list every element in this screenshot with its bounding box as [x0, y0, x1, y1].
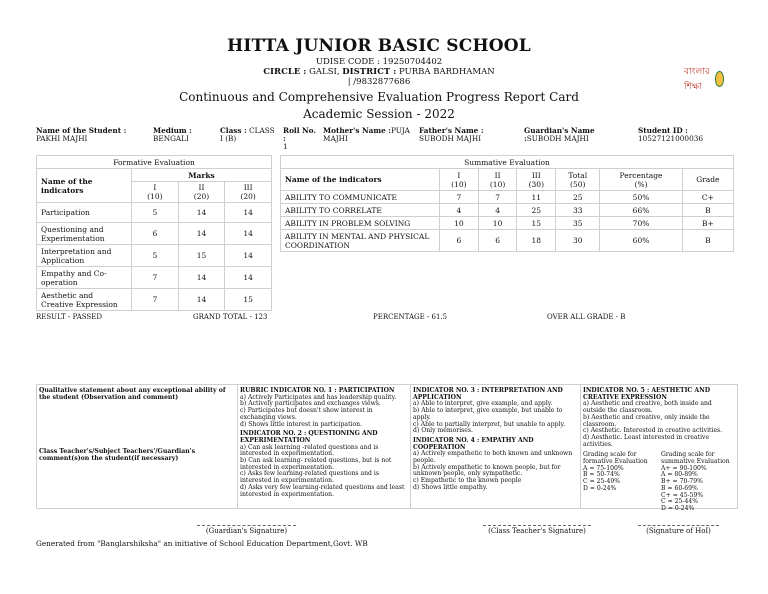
qualitative-section [36, 384, 738, 512]
class: Class : CLASS I (B) [220, 126, 275, 143]
summative-col-grade: Grade [682, 169, 733, 191]
phone: | /9832877686 [347, 77, 411, 87]
rubric-col-3: INDICATOR NO. 5 : AESTHETIC AND CREATIVE EXPRESSION a) Aesthetic and creative, both inside and outside the classroom. b) Aesthetic and creative, only inside the classroom. c) Aesthetic. Interested in creative activities. d) Aesthetic. Least interested in creative activities. Grading scale for formative Evaluation A = 75-100% B = 50-74% C = 25-49% D = 0-24% Grading scale for summative Evaluation A+ = 90-100% A = 80-89% B+ = 70-79% B = 60-69% C+ = 45-59% C = 25-44% D = 0-24% [580, 385, 737, 508]
table-row: Participation 5 14 14 [37, 203, 272, 223]
table-row: Questioning and Experimentation 6 14 14 [37, 223, 272, 245]
footer-note: Generated from "Banglarshiksha" an initiative of School Education Department,Govt. WB [36, 539, 368, 548]
qualitative-label: Qualitative statement about any exceptional ability of the student (Observation and comment) [39, 387, 226, 401]
father-name: Father's Name : SUBODH MAJHI [419, 126, 484, 143]
student-id: Student ID : 10527121000036 [638, 126, 703, 143]
summative-caption: Summative Evaluation [281, 156, 734, 169]
overall-grade: OVER ALL GRADE - B [547, 313, 626, 321]
emblem-icon [715, 71, 724, 87]
medium: Medium : BENGALI [153, 126, 192, 143]
report-title: Continuous and Comprehensive Evaluation Progress Report Card [179, 90, 579, 104]
summative-col-indicator: Name of the indicators [281, 169, 440, 191]
district-label: DISTRICT : [342, 67, 397, 77]
formative-col-3: III (20) [225, 182, 272, 203]
circle-label: CIRCLE : [263, 67, 307, 77]
summative-col-total: Total (50) [556, 169, 600, 191]
teacher-comment-label: Class Teacher's/Subject Teachers'/Guardian's comment(s)on the student(if necessary) [39, 448, 196, 462]
table-row: Empathy and Co-operation 7 14 14 [37, 267, 272, 289]
mother-name: Mother's Name :PUJA MAJHI [323, 126, 410, 143]
summative-col-1: I (10) [440, 169, 479, 191]
formative-col-marks: Marks [132, 169, 272, 182]
table-row: Interpretation and Application 5 15 14 [37, 245, 272, 267]
banglar-shiksha-logo [684, 68, 724, 90]
circle-district [0, 67, 758, 77]
rubric-col-1: RUBRIC INDICATOR NO. 1 : PARTICIPATION a) Actively Participates and has leadership quality. b) Actively participates and exchanges views. c) Participates but doesn't show interest in exchanging views. d) Shows little interest in participation. INDICATOR NO. 2 : QUESTIONING AND EXPERIMENTATION a) Can ask learning -related questions and is interested in experimentation. b) Can ask learning- related questions, but is not interested in experimentation. c) Asks few learning-related questions and is interested in experimentation. d) Asks very few learning-related questions and least interested in experimentation. [237, 385, 410, 508]
rubric-col-2: INDICATOR NO. 3 : INTERPRETATION AND APPLICATION a) Able to interpret, give example, and apply. b) Able to interpret, give example, but unable to apply. c) Able to partially interpret, but unable to apply. d) Only memorises. INDICATOR NO. 4 : EMPATHY AND COOPERATION a) Actively empathetic to both known and unknown people. b) Actively empathetic to known people, but for unknown people, only sympathetic. c) Empathetic to the known people d) Shows little empathy. [410, 385, 580, 508]
table-row: ABILITY IN MENTAL AND PHYSICAL COORDINATION 6 6 18 30 60% B [281, 230, 734, 252]
summative-col-3: III (30) [517, 169, 556, 191]
circle-value: GALSI, [306, 67, 343, 77]
guardian-name: Guardian's Name :SUBODH MAJHI [524, 126, 595, 143]
summative-col-2: II (10) [478, 169, 517, 191]
table-row: Aesthetic and Creative Expression 7 14 15 [37, 289, 272, 311]
summative-col-percentage: Percentage (%) [600, 169, 682, 191]
formative-col-1: I (10) [132, 182, 179, 203]
formative-table [36, 155, 272, 311]
table-row: ABILITY TO COMMUNICATE 7 7 11 25 50% C+ [281, 191, 734, 204]
udise-code: UDISE CODE : 19250704402 [315, 57, 443, 67]
summative-table [280, 155, 734, 252]
table-row: ABILITY IN PROBLEM SOLVING 10 10 15 35 70% B+ [281, 217, 734, 230]
percentage: PERCENTAGE - 61.5 [373, 313, 448, 321]
formative-col-2: II (20) [178, 182, 225, 203]
grand-total: GRAND TOTAL - 123 [193, 313, 268, 321]
formative-col-indicator: Name of the indicators [37, 169, 132, 203]
summative-grading-scale: Grading scale for summative Evaluation A+ = 90-100% A = 80-89% B+ = 70-79% B = 60-69% C+ = 45-59% C = 25-44% D = 0-24% [661, 451, 730, 512]
result: RESULT - PASSED [36, 313, 102, 321]
guardian-signature: (Guardian's Signature) [197, 525, 296, 535]
formative-caption: Formative Evaluation [37, 156, 272, 169]
district-value: PURBA BARDHAMAN [396, 67, 495, 77]
hoi-signature: (Signature of HoI) [638, 525, 719, 535]
logo-text: বাংলার শিক্ষা [684, 67, 710, 92]
formative-grading-scale: Grading scale for formative Evaluation A = 75-100% B = 50-74% C = 25-49% D = 0-24% [583, 451, 648, 492]
roll-no: Roll No. : 1 [283, 126, 316, 151]
academic-session: Academic Session - 2022 [303, 107, 455, 121]
class-teacher-signature: (Class Teacher's Signature) [483, 525, 591, 535]
student-name: Name of the Student : PAKHI MAJHI [36, 126, 127, 143]
school-name: HITTA JUNIOR BASIC SCHOOL [227, 36, 531, 56]
table-row: ABILITY TO CORRELATE 4 4 25 33 66% B [281, 204, 734, 217]
